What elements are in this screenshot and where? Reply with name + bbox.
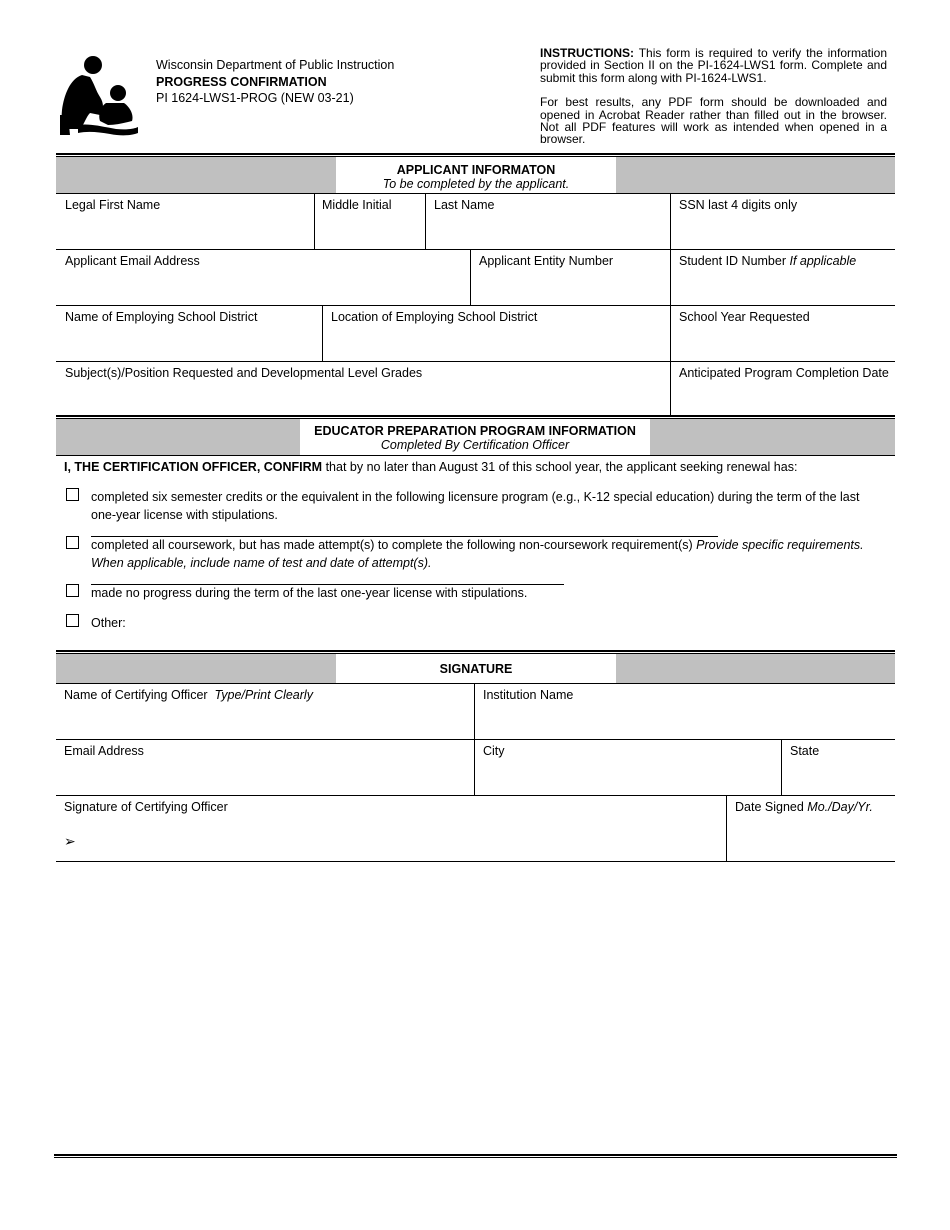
applicant-email-field[interactable]: Applicant Email Address — [65, 254, 200, 268]
epp-section-header — [56, 419, 895, 455]
instructions-text: This form is required to verify the information provided in Section II on the PI-1624-LWS1 form. Complete and submit this form along with PI-1624-LWS1. — [540, 46, 888, 85]
middle-initial-field[interactable]: Middle Initial — [322, 198, 392, 212]
option-3-text: made no progress during the term of the last one-year license with stipulations. — [91, 586, 528, 600]
option-1-text: completed six semester credits or the equivalent in the following licensure program (e.g., K-12 special education) during the term of the last one-year license with stipulations. — [91, 488, 886, 542]
arrow-icon: ➢ — [64, 833, 76, 849]
instructions-block — [540, 47, 887, 158]
subjects-field[interactable]: Subject(s)/Position Requested and Developmental Level Grades — [65, 366, 423, 380]
form-title: PROGRESS CONFIRMATION — [156, 74, 327, 89]
district-name-field[interactable]: Name of Employing School District — [65, 310, 258, 324]
signature-section-title: SIGNATURE — [439, 662, 513, 676]
city-field[interactable]: City — [483, 744, 505, 758]
epp-section-subtitle: Completed By Certification Officer — [380, 438, 570, 452]
agency-name: Wisconsin Department of Public Instruction — [156, 58, 395, 72]
option-4-text: Other: — [91, 616, 126, 630]
officer-email-field[interactable]: Email Address — [64, 744, 144, 758]
institution-field[interactable]: Institution Name — [483, 688, 574, 702]
option-3-checkbox[interactable] — [66, 584, 79, 597]
date-signed-field[interactable]: Date Signed Mo./Day/Yr. — [735, 800, 873, 814]
option-1-checkbox[interactable] — [66, 488, 79, 501]
entity-number-field[interactable]: Applicant Entity Number — [479, 254, 614, 268]
dpi-logo — [60, 55, 140, 137]
last-name-field[interactable]: Last Name — [434, 198, 495, 212]
pdf-note: For best results, any PDF form should be downloaded and opened in Acrobat Reader rather than filled out in the browser. Not all PDF features will work as intended when opened in a browser. — [540, 95, 887, 147]
option-2-text: completed all coursework, but has made attempt(s) to complete the following non-coursework requirement(s) Provide specific requirements. When applicable, include name of test and date of attempt(s). — [91, 536, 886, 590]
form-number: PI 1624-LWS1-PROG (NEW 03-21) — [156, 91, 354, 105]
officer-name-field[interactable]: Name of Certifying Officer Type/Print Clearly — [64, 688, 313, 702]
school-year-field[interactable]: School Year Requested — [679, 310, 810, 324]
completion-date-field[interactable]: Anticipated Program Completion Date — [679, 366, 889, 380]
signature-field[interactable]: Signature of Certifying Officer — [64, 800, 228, 814]
district-location-field[interactable]: Location of Employing School District — [331, 310, 538, 324]
footer-rule — [54, 1154, 897, 1158]
form-header — [156, 57, 394, 107]
applicant-section-title: APPLICANT INFORMATON — [396, 163, 556, 177]
confirm-statement: I, THE CERTIFICATION OFFICER, CONFIRM that by no later than August 31 of this school year, the applicant seeking renewal has: — [64, 460, 798, 474]
ssn-field[interactable]: SSN last 4 digits only — [679, 198, 798, 212]
applicant-section-header — [56, 157, 895, 193]
applicant-section-subtitle: To be completed by the applicant. — [382, 177, 570, 191]
first-name-field[interactable]: Legal First Name — [65, 198, 161, 212]
student-id-field[interactable]: Student ID Number If applicable — [679, 254, 857, 268]
epp-section-title: EDUCATOR PREPARATION PROGRAM INFORMATION — [314, 424, 636, 438]
option-2-checkbox[interactable] — [66, 536, 79, 549]
option-4-checkbox[interactable] — [66, 614, 79, 627]
instructions-label: INSTRUCTIONS: — [540, 46, 634, 60]
state-field[interactable]: State — [790, 744, 820, 758]
signature-section-header — [56, 654, 895, 683]
